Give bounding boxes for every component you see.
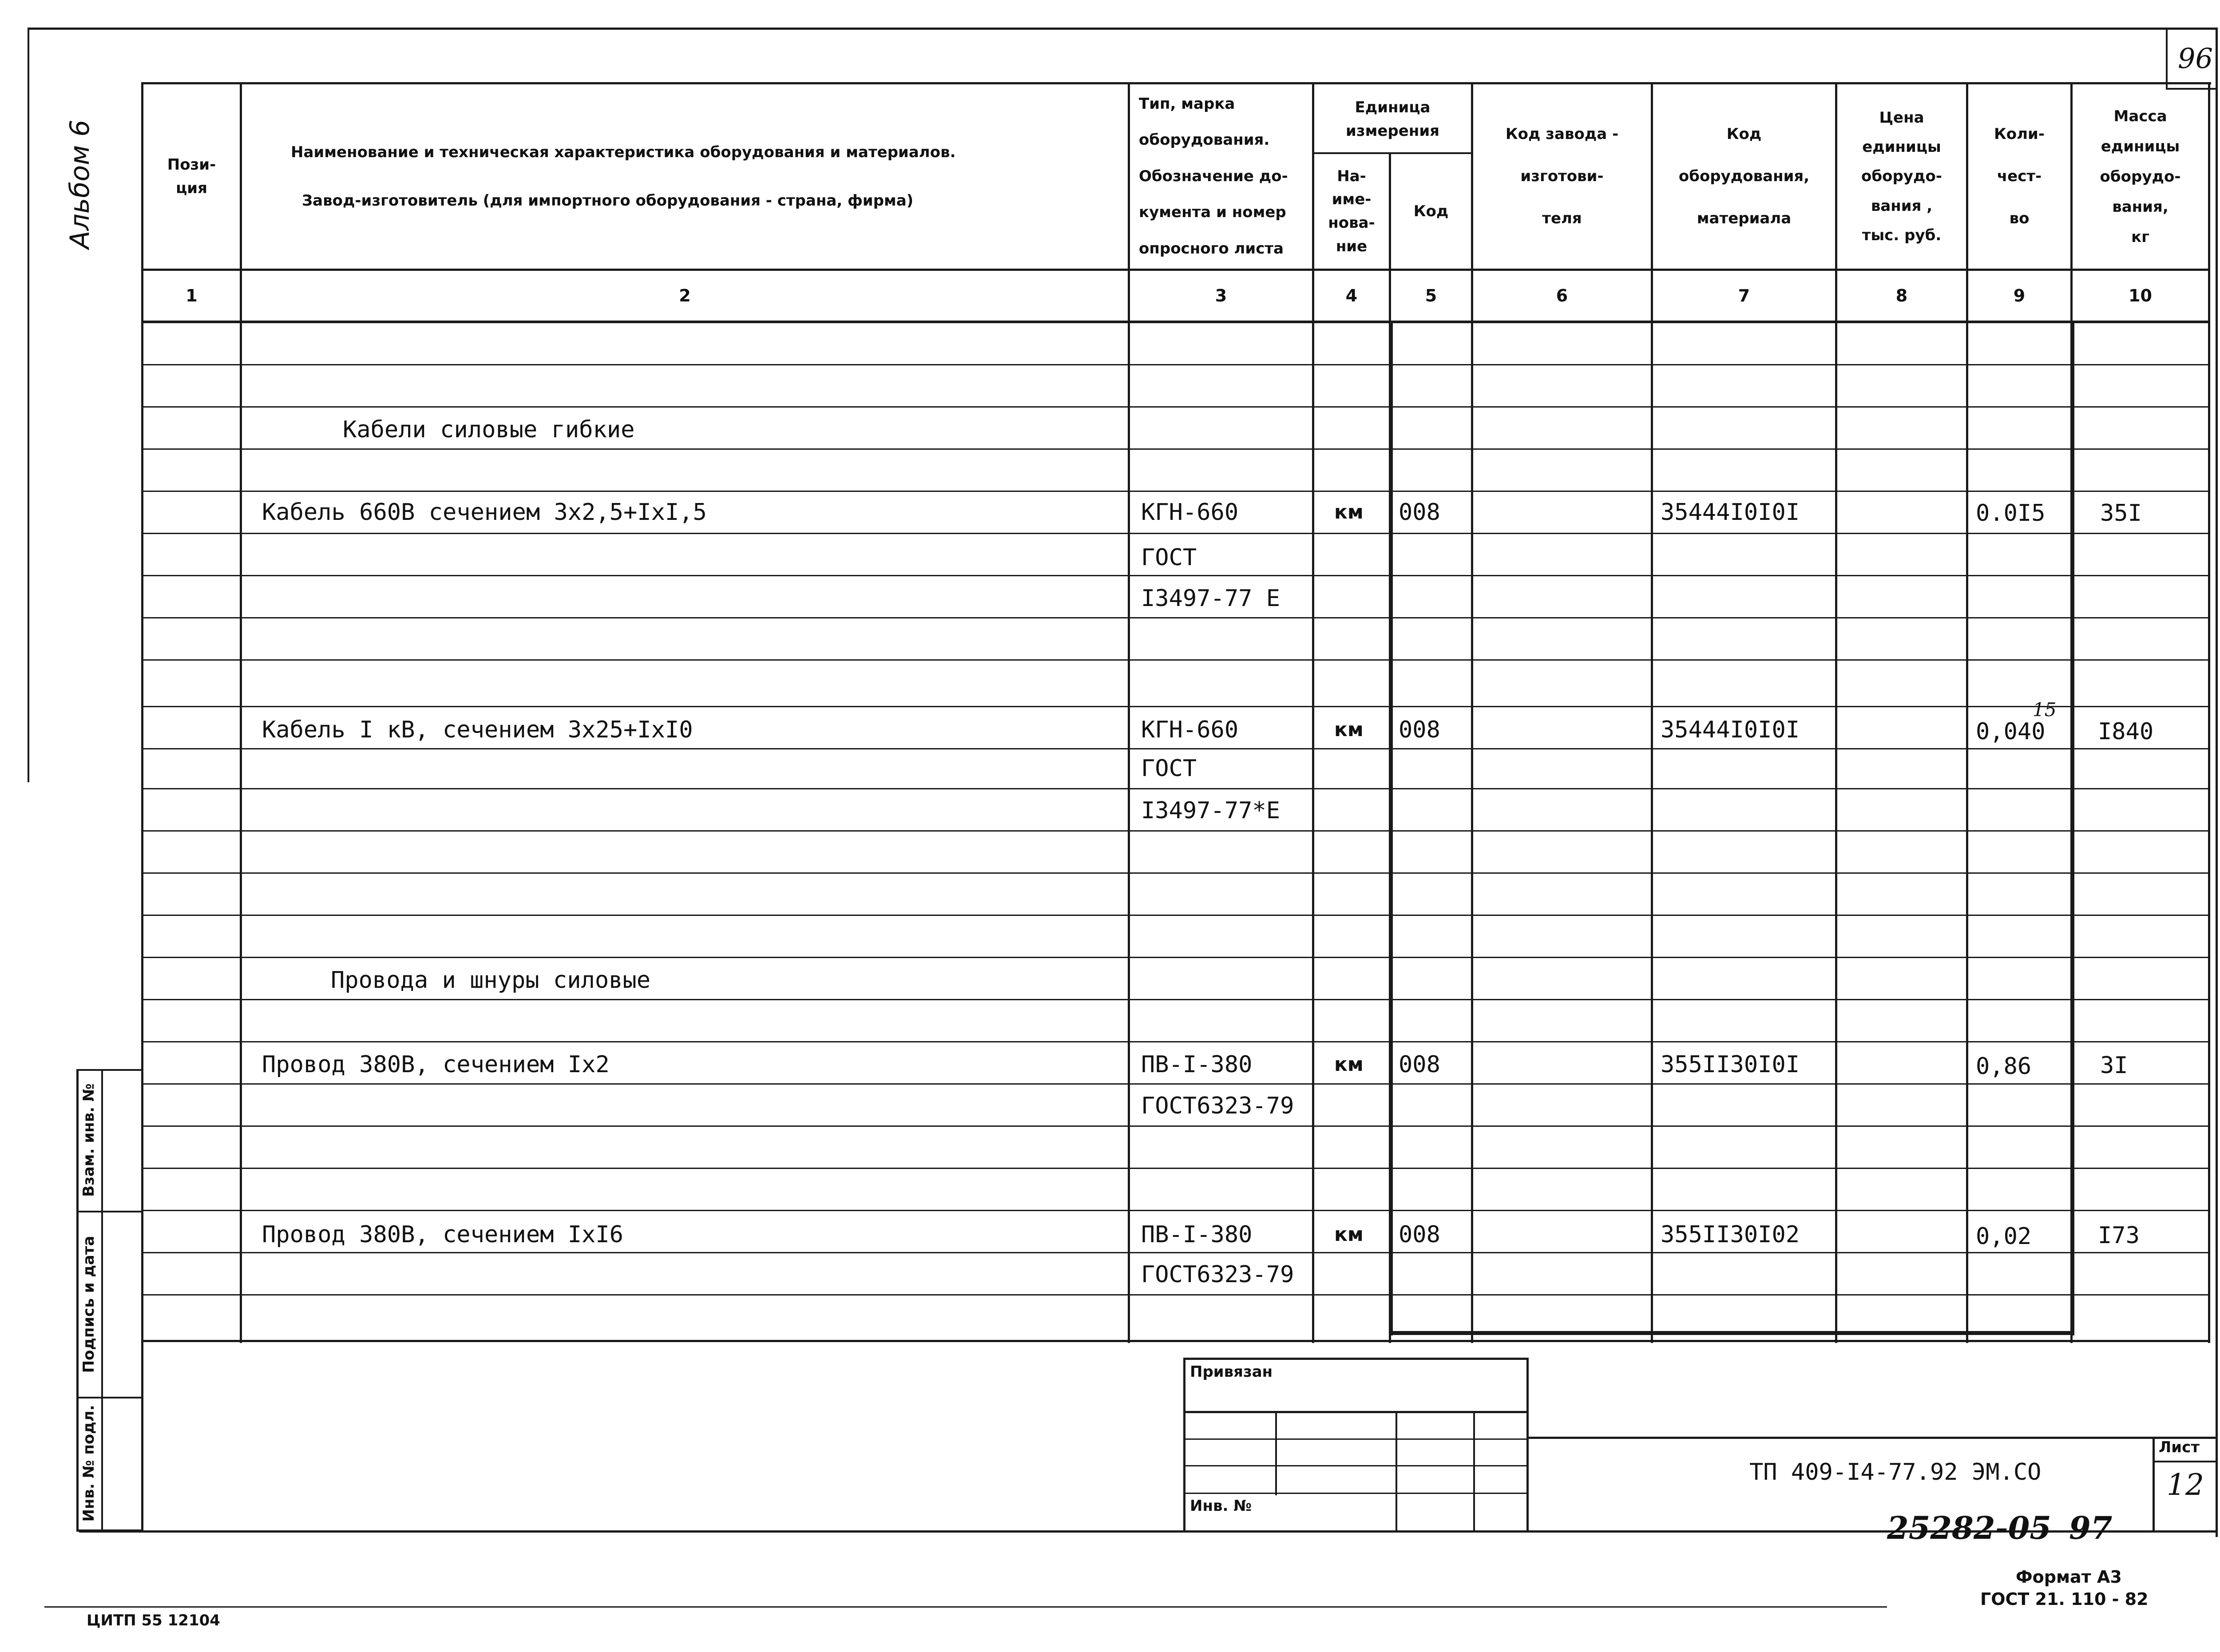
item-type-doc-number: I3497-77 Е bbox=[1141, 585, 1280, 612]
item-mass: I840 bbox=[2098, 718, 2154, 745]
item-type: ПВ-I-380 bbox=[1141, 1221, 1253, 1248]
item-unit-code: 008 bbox=[1399, 1051, 1440, 1078]
stamp-inv-podl: Инв. № подл. bbox=[80, 1405, 98, 1522]
col-num-6: 6 bbox=[1556, 286, 1568, 305]
col-num-10: 10 bbox=[2129, 286, 2152, 305]
item-unit: км bbox=[1334, 1053, 1364, 1076]
inv-no-label: Инв. № bbox=[1190, 1497, 1252, 1515]
item-type-doc: ГОСТ bbox=[1141, 544, 1197, 571]
item-name: Провод 380В, сечением Iх2 bbox=[262, 1051, 610, 1078]
item-type-doc: ГОСТ bbox=[1141, 755, 1197, 782]
item-type-doc: ГОСТ6323-79 bbox=[1141, 1261, 1294, 1288]
item-mass: 35I bbox=[2100, 500, 2142, 527]
col9-header: Коли- чест- во bbox=[1994, 125, 2045, 228]
col-num-8: 8 bbox=[1895, 286, 1908, 305]
item-qty-note: 15 bbox=[2033, 699, 2057, 721]
item-code: 35444I0I0I bbox=[1661, 499, 1800, 526]
item-unit: км bbox=[1334, 718, 1364, 741]
item-type: КГН-660 bbox=[1141, 717, 1239, 743]
item-name: Кабель I кВ, сечением 3х25+IхI0 bbox=[262, 717, 693, 743]
page-corner-number: 96 bbox=[2178, 42, 2213, 75]
item-name: Кабель 660В сечением 3х2,5+IхI,5 bbox=[262, 499, 707, 526]
album-label: Альбом 6 bbox=[64, 119, 95, 249]
col3-header: Тип, марка оборудования. Обозначение до- кумента и номер опросного листа bbox=[1139, 95, 1288, 258]
col4-header: На- име- нова- ние bbox=[1328, 167, 1375, 255]
col6-header: Код завода - изготови- теля bbox=[1505, 125, 1619, 228]
item-unit-code: 008 bbox=[1399, 717, 1440, 743]
item-type: КГН-660 bbox=[1141, 499, 1239, 526]
col-num-9: 9 bbox=[2013, 286, 2026, 305]
col-num-7: 7 bbox=[1738, 286, 1750, 305]
col-num-5: 5 bbox=[1425, 286, 1437, 305]
archive-page: 97 bbox=[2069, 1509, 2113, 1546]
section-title-cables: Кабели силовые гибкие bbox=[343, 416, 635, 443]
section-title-wires: Провода и шнуры силовые bbox=[331, 967, 651, 994]
item-type-doc: ГОСТ6323-79 bbox=[1141, 1093, 1294, 1119]
col-num-2: 2 bbox=[679, 286, 691, 305]
item-unit-code: 008 bbox=[1399, 499, 1440, 526]
privyazan-label: Привязан bbox=[1190, 1363, 1273, 1381]
printer-label: ЦИТП 55 12104 bbox=[87, 1612, 220, 1629]
stamp-vzam-inv: Взам. инв. № bbox=[80, 1083, 98, 1197]
col1-header: Пози- ция bbox=[167, 155, 216, 197]
item-type-doc-number: I3497-77*Е bbox=[1141, 797, 1280, 824]
doc-code: ТП 409-I4-77.92 ЭМ.СО bbox=[1749, 1459, 2042, 1486]
item-unit-code: 008 bbox=[1399, 1221, 1440, 1248]
col-num-3: 3 bbox=[1215, 286, 1227, 305]
sheet-number: 12 bbox=[2167, 1468, 2204, 1502]
item-qty: 0,86 bbox=[1976, 1053, 2032, 1080]
item-type: ПВ-I-380 bbox=[1141, 1051, 1253, 1078]
archive-number: 25282-05 bbox=[1887, 1509, 2051, 1546]
item-mass: I73 bbox=[2098, 1222, 2140, 1249]
col10-header: Масса единицы оборудо- вания, кг bbox=[2100, 107, 2181, 246]
col2-header: Наименование и техническая характеристика оборудования и материалов. Завод-изготовитель (для импортного оборудования - страна, фирма) bbox=[291, 143, 956, 210]
col-num-4: 4 bbox=[1345, 286, 1358, 305]
col8-header: Цена единицы оборудо- вания , тыс. руб. bbox=[1861, 108, 1942, 244]
item-mass: 3I bbox=[2100, 1052, 2128, 1079]
item-code: 355II30I02 bbox=[1661, 1221, 1800, 1248]
item-code: 355II30I0I bbox=[1661, 1051, 1800, 1078]
item-unit: км bbox=[1334, 501, 1364, 523]
item-code: 35444I0I0I bbox=[1661, 717, 1800, 743]
item-name: Провод 380В, сечением IхI6 bbox=[262, 1221, 623, 1248]
unit-group-header: Единица измерения bbox=[1346, 99, 1439, 140]
item-qty: 0.0I5 bbox=[1976, 500, 2046, 527]
item-qty: 0,040 bbox=[1976, 718, 2046, 745]
col5-header: Код bbox=[1413, 202, 1449, 220]
item-unit: км bbox=[1334, 1223, 1364, 1246]
col7-header: Код оборудования, материала bbox=[1678, 125, 1810, 228]
col-num-1: 1 bbox=[186, 286, 198, 305]
stamp-podpis-data: Подпись и дата bbox=[80, 1236, 98, 1373]
format-label: Формат А3 bbox=[2016, 1567, 2122, 1587]
sheet-label: Лист bbox=[2159, 1438, 2200, 1456]
item-qty: 0,02 bbox=[1976, 1223, 2032, 1250]
gost-label: ГОСТ 21. 110 - 82 bbox=[1980, 1589, 2149, 1609]
